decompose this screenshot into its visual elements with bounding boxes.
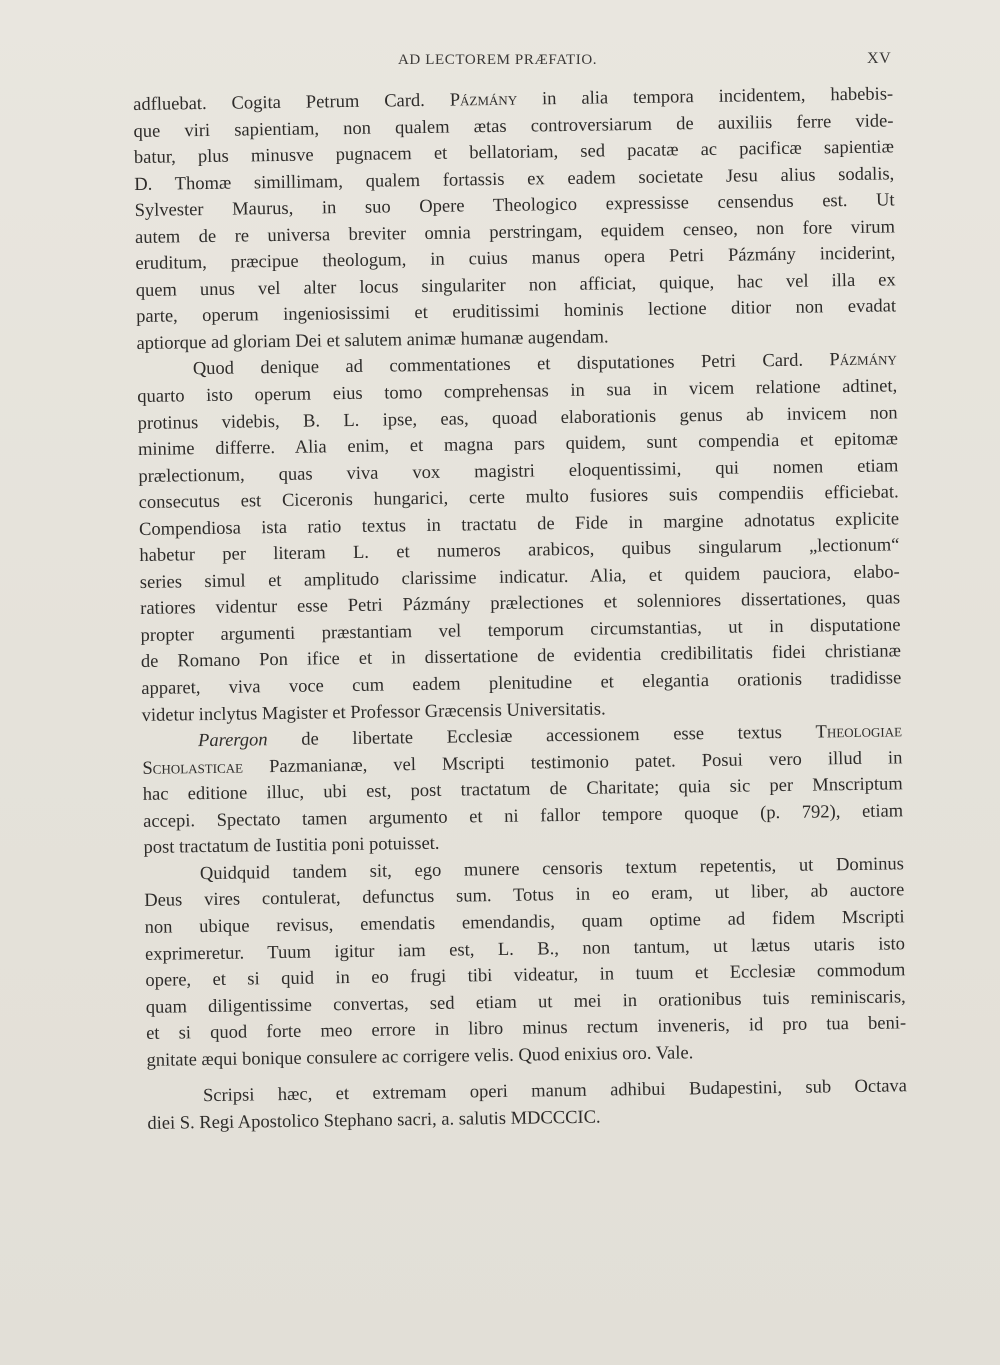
- text-line: Deus vires contulerat, defunctus sum. Totus in eo eram, ut liber, ab auctore: [144, 880, 905, 912]
- running-title: AD LECTOREM PRÆFATIO.: [398, 52, 598, 68]
- text-line: adfluebat. Cogita Petrum Card. Pázmány in alia tempora incidentem, habebis-: [133, 84, 894, 115]
- text-line: videtur inclytus Magister et Professor Græcensis Universitatis.: [141, 699, 606, 726]
- text-line: Scripsi hæc, et extremam operi manum adhibui Budapestini, sub Octava: [202, 1076, 908, 1107]
- text-line: que viri sapientiam, non qualem ætas controversiarum de auxiliis ferre vide-: [133, 110, 894, 142]
- body-text: [133, 81, 908, 1137]
- text-line: Compendiosa ista ratio textus in tractatu de Fide in margine adnotatus explicite: [138, 509, 900, 540]
- text-line: Parergon de libertate Ecclesiæ accessionem esse textus Theologiae: [197, 721, 903, 752]
- text-line: gnitate æqui bonique consulere ac corrigere velis. Quod enixius oro. Vale.: [146, 1042, 694, 1071]
- text-line: D. Thomæ simillimam, qualem fortassis ex eadem societate Jesu alius sodalis,: [134, 164, 895, 195]
- text-line: opere, et si quid in eo frugi tibi videatur, in tuum et Ecclesiæ commodum: [145, 960, 906, 991]
- text-line: quarto isto operum eius tomo comprehensas in sua in vicem relatione adtinet,: [137, 376, 898, 407]
- page-number: XV: [867, 50, 892, 67]
- text-line: non ubique revisus, emendatis emendandis, quam optime ad fidem Mscripti: [144, 907, 905, 938]
- text-line: exprimeretur. Tuum igitur iam est, L. B., non tantum, ut lætus utaris isto: [144, 933, 906, 965]
- text-line: habetur per literam L. et numeros arabicos, quibus singularum „lectionum“: [139, 535, 900, 567]
- text-line: eruditum, præcipue theologum, in cuius manus opera Petri Pázmány inciderint,: [135, 243, 896, 275]
- text-line: protinus videbis, B. L. ipse, eas, quoad elaborationis genus ab invicem non: [137, 402, 898, 434]
- text-line: parte, operum ingeniosissimi et eruditissimi hominis lectione ditior non evadat: [136, 296, 897, 328]
- text-line: de Romano Pon ifice et in dissertatione de evidentia credibilitatis fidei christianæ: [140, 641, 902, 673]
- text-line: minime differre. Alia enim, et magna pars quidem, sunt compendia et epitomæ: [137, 429, 899, 461]
- text-line: ratiores videntur esse Petri Pázmány prælectiones et solenniores dissertationes, quas: [140, 588, 901, 620]
- text-line: quem unus vel alter locus singulariter non afficiat, quique, hac vel illa ex: [135, 270, 896, 301]
- text-line: Quidquid tandem sit, ego munere censoris textum repetentis, ut Dominus: [199, 854, 904, 885]
- text-line: Quod denique ad commentationes et disputationes Petri Card. Pázmány: [192, 349, 897, 380]
- text-line: post tractatum de Iustitia poni potuisset.: [143, 834, 440, 859]
- text-line: propter argumenti præstantiam vel temporum circumstantias, ut in disputatione: [140, 615, 901, 646]
- text-line: consecutus est Ciceronis hungarici, certe multo fusiores suis compendiis efficiebat.: [138, 482, 899, 514]
- text-line: quam diligentissime convertas, sed etiam ut mei in orationibus tuis reminiscaris,: [145, 986, 906, 1018]
- text-line: series simul et amplitudo clarissime indicatur. Alia, et quidem pauciora, elabo-: [139, 562, 900, 593]
- text-line: et si quod forte meo errore in libro minus rectum inveneris, id pro tua beni-: [146, 1013, 907, 1045]
- text-line: accepi. Spectato tamen argumento et ni fallor tempore quoque (p. 792), etiam: [143, 801, 904, 832]
- text-line: hac editione illuc, ubi est, post tractatum de Charitate; quia sic per Mnscriptum: [142, 774, 903, 806]
- text-line: prælectionum, quas viva vox magistri eloquentissimi, qui nomen etiam: [138, 456, 899, 487]
- text-line: diei S. Regi Apostolico Stephano sacri, a. salutis MDCCCIC.: [147, 1107, 601, 1134]
- text-line: autem de re universa breviter omnia perstringam, equidem censeo, non fore virum: [134, 217, 896, 248]
- running-head: [0, 50, 1000, 74]
- text-line: Sylvester Maurus, in suo Opere Theologico expressisse censendus est. Ut: [134, 190, 895, 222]
- text-line: aptiorque ad gloriam Dei et salutem animæ humanæ augendam.: [136, 327, 609, 354]
- text-line: Scholasticae Pazmanianæ, vel Mscripti testimonio patet. Posui vero illud in: [142, 747, 903, 779]
- text-line: apparet, viva voce cum eadem plenitudine et elegantia orationis tradidisse: [141, 668, 902, 699]
- text-line: batur, plus minusve pugnacem et bellatoriam, sed pacatæ ac pacificæ sapientiæ: [133, 137, 894, 169]
